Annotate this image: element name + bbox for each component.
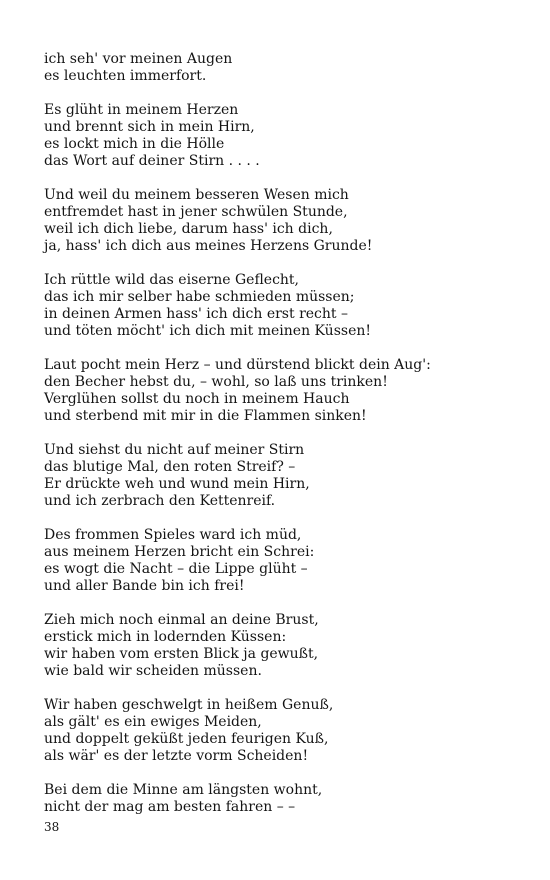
poem-line: als wär' es der letzte vorm Scheiden! [44,748,309,764]
poem-line: Verglühen sollst du noch in meinem Hauch [44,391,350,407]
poem-line: das blutige Mal, den roten Streif? – [44,459,296,475]
poem-line: Bei dem die Minne am längsten wohnt, [44,782,323,798]
poem-line: den Becher hebst du, – wohl, so laß uns trinken! [44,374,388,390]
poem-line: nicht der mag am besten fahren – – [44,799,296,815]
poem-line: weil ich dich liebe, darum hass' ich dich, [44,221,333,237]
stanza [44,357,524,425]
poem-line: Zieh mich noch einmal an deine Brust, [44,612,319,628]
poem-line: aus meinem Herzen bricht ein Schrei: [44,544,315,560]
poem-line: in deinen Armen hass' ich dich erst recht – [44,306,348,322]
poem-line: Des frommen Spieles ward ich müd, [44,527,302,543]
poem-line: es lockt mich in die Hölle [44,136,225,152]
poem-line: ich seh' vor meinen Augen [44,51,233,67]
poem-text [44,51,524,833]
stanza [44,187,524,255]
poem-line: entfremdet hast in jener schwülen Stunde, [44,204,348,220]
poem-line: Wir haben geschwelgt in heißem Genuß, [44,697,334,713]
stanza [44,527,524,595]
poem-line: als gält' es ein ewiges Meiden, [44,714,262,730]
poem-line: es wogt die Nacht – die Lippe glüht – [44,561,308,577]
poem-line: es leuchten immerfort. [44,68,207,84]
stanza [44,51,524,85]
poem-line: Es glüht in meinem Herzen [44,102,239,118]
poem-line: Und weil du meinem besseren Wesen mich [44,187,349,203]
poem-line: Und siehst du nicht auf meiner Stirn [44,442,305,458]
poem-line: das Wort auf deiner Stirn . . . . [44,153,260,169]
stanza [44,782,524,816]
poem-line: Ich rüttle wild das eiserne Geflecht, [44,272,300,288]
poem-line: wir haben vom ersten Blick ja gewußt, [44,646,319,662]
poem-line: erstick mich in lodernden Küssen: [44,629,287,645]
poem-line: und aller Bande bin ich frei! [44,578,245,594]
poem-line: und sterbend mit mir in die Flammen sinken! [44,408,367,424]
poem-line: und brennt sich in mein Hirn, [44,119,255,135]
poem-line: und töten möcht' ich dich mit meinen Küssen! [44,323,371,339]
poem-line: und doppelt geküßt jeden feurigen Kuß, [44,731,329,747]
stanza [44,272,524,340]
stanza [44,697,524,765]
stanza [44,102,524,170]
poem-line: Laut pocht mein Herz – und dürstend blickt dein Aug': [44,357,431,373]
page-number: 38 [44,820,60,834]
poem-line: wie bald wir scheiden müssen. [44,663,262,679]
stanza [44,612,524,680]
poem-line: und ich zerbrach den Kettenreif. [44,493,276,509]
stanza [44,442,524,510]
poem-line: Er drückte weh und wund mein Hirn, [44,476,310,492]
poem-line: ja, hass' ich dich aus meines Herzens Grunde! [44,238,373,254]
poem-line: das ich mir selber habe schmieden müssen; [44,289,355,305]
